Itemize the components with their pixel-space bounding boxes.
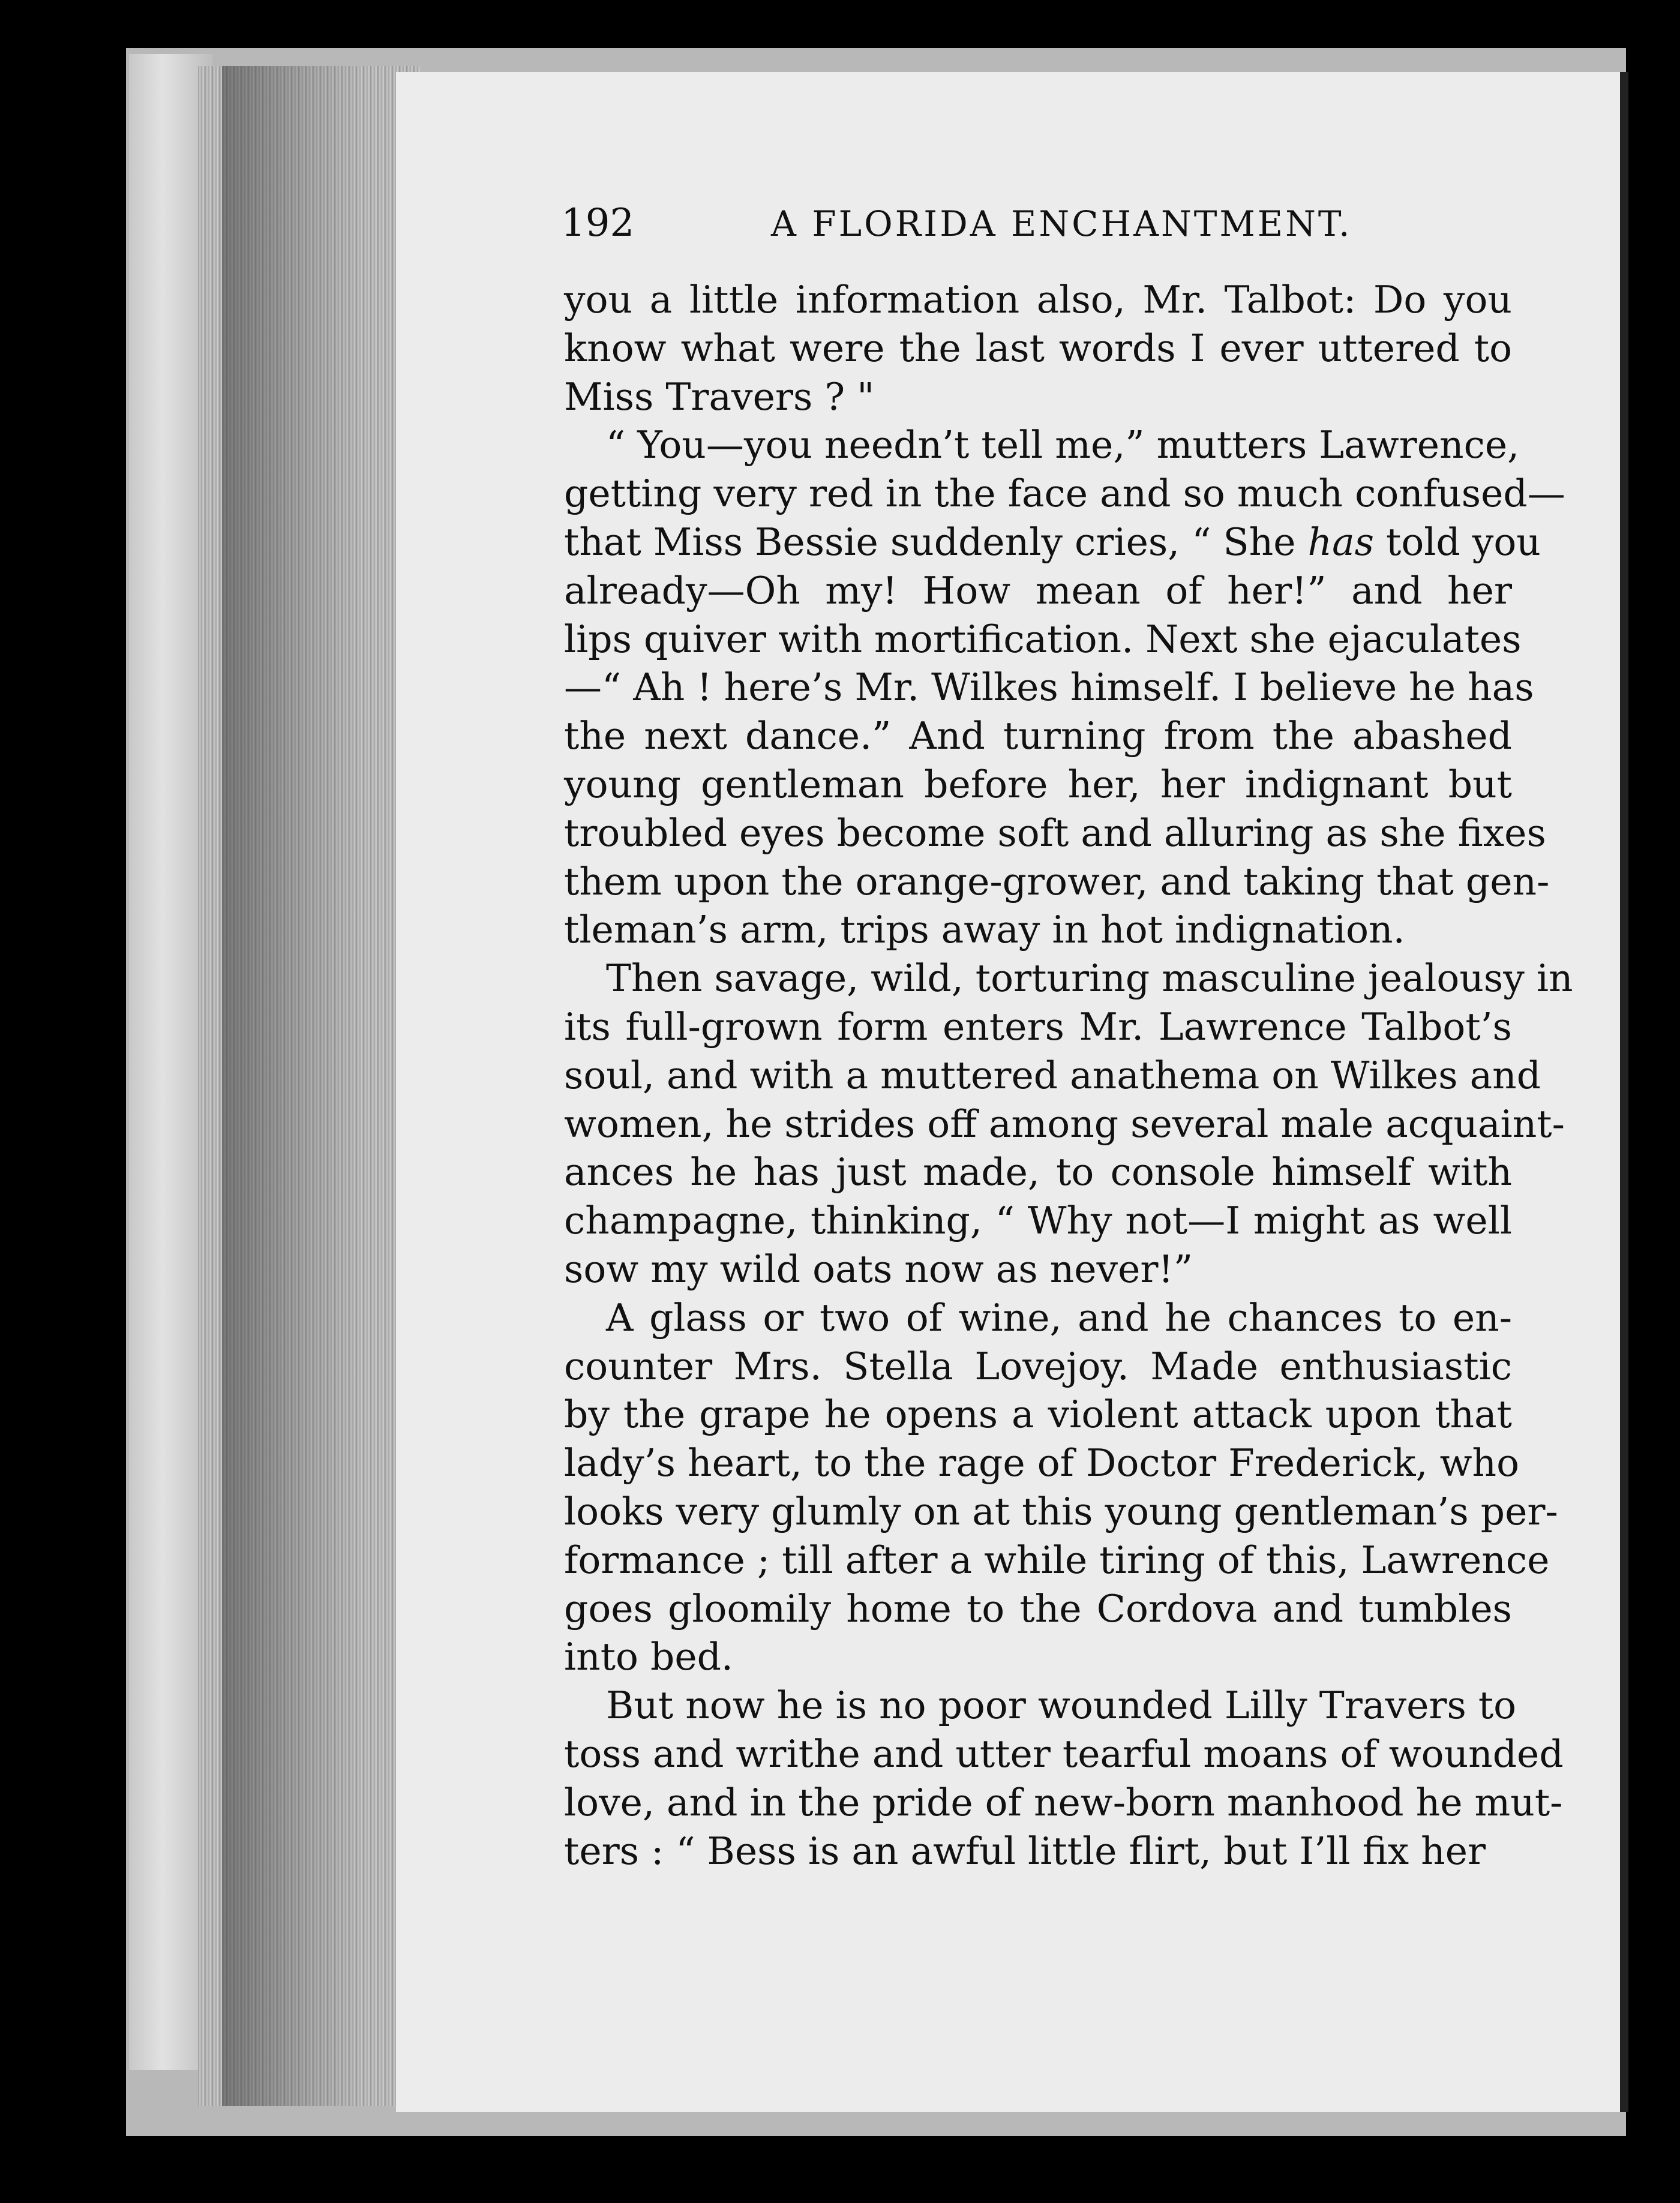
text-line: looks very glumly on at this young gentleman’s per-	[564, 1489, 1558, 1533]
text-line: “ You—you needn’t tell me,” mutters Lawrence,	[606, 423, 1520, 467]
text-line: goes gloomily home to the Cordova and tumbles	[564, 1586, 1512, 1631]
page-right-edge	[1620, 72, 1628, 2112]
text-line: that Miss Bessie suddenly cries, “ She has told you	[564, 520, 1541, 564]
text-line: into bed.	[564, 1635, 733, 1679]
text-line: love, and in the pride of new-born manhood he mut-	[564, 1780, 1563, 1824]
text-line: tleman’s arm, trips away in hot indignation.	[564, 908, 1405, 952]
book-title: A FLORIDA ENCHANTMENT.	[771, 203, 1352, 244]
page-number: 192	[561, 201, 635, 245]
text-line: them upon the orange-grower, and taking that gen-	[564, 859, 1550, 904]
text-line: But now he is no poor wounded Lilly Travers to	[606, 1683, 1517, 1728]
text-line: getting very red in the face and so much confused—	[564, 472, 1565, 516]
text-line: troubled eyes become soft and alluring as she fixes	[564, 811, 1546, 855]
text-line: —“ Ah ! here’s Mr. Wilkes himself. I believe he has	[564, 665, 1534, 710]
text-line: by the grape he opens a violent attack upon that	[564, 1392, 1512, 1437]
paragraph	[564, 1682, 1564, 1875]
paragraph	[564, 1294, 1558, 1682]
paragraph	[564, 955, 1573, 1294]
page-stack-edges	[198, 66, 420, 2106]
text-line: its full-grown form enters Mr. Lawrence Talbot’s	[564, 1004, 1512, 1049]
text-line: champagne, thinking, “ Why not—I might as well	[564, 1199, 1512, 1243]
paragraph	[564, 276, 1512, 421]
text-line: A glass or two of wine, and he chances to en-	[606, 1295, 1512, 1340]
text-line: formance ; till after a while tiring of this, Lawrence	[564, 1538, 1550, 1582]
text-line: young gentleman before her, her indignant but	[564, 762, 1512, 806]
paragraph	[564, 421, 1565, 955]
page-body-text	[564, 276, 1573, 1875]
text-line: lady’s heart, to the rage of Doctor Frederick, who	[564, 1441, 1520, 1485]
text-line: counter Mrs. Stella Lovejoy. Made enthusiastic	[564, 1344, 1512, 1388]
running-head	[561, 201, 1352, 255]
text-line: toss and writhe and utter tearful moans of wounded	[564, 1731, 1564, 1776]
text-line: ters : “ Bess is an awful little flirt, but I’ll fix her	[564, 1829, 1486, 1873]
text-line: women, he strides off among several male acquaint-	[564, 1102, 1565, 1146]
text-line: know what were the last words I ever uttered to	[564, 326, 1512, 370]
text-line: soul, and with a muttered anathema on Wilkes and	[564, 1053, 1541, 1097]
text-line: Miss Travers ? "	[564, 374, 875, 419]
text-line: already—Oh my! How mean of her!” and her	[564, 568, 1512, 613]
text-line: Then savage, wild, torturing masculine jealousy in	[606, 956, 1573, 1001]
text-line: you a little information also, Mr. Talbot: Do you	[564, 278, 1512, 322]
text-line: sow my wild oats now as never!”	[564, 1247, 1193, 1291]
text-line: ances he has just made, to console himself with	[564, 1150, 1512, 1194]
text-line: the next dance.” And turning from the abashed	[564, 714, 1512, 758]
text-line: lips quiver with mortification. Next she ejaculates	[564, 617, 1522, 661]
